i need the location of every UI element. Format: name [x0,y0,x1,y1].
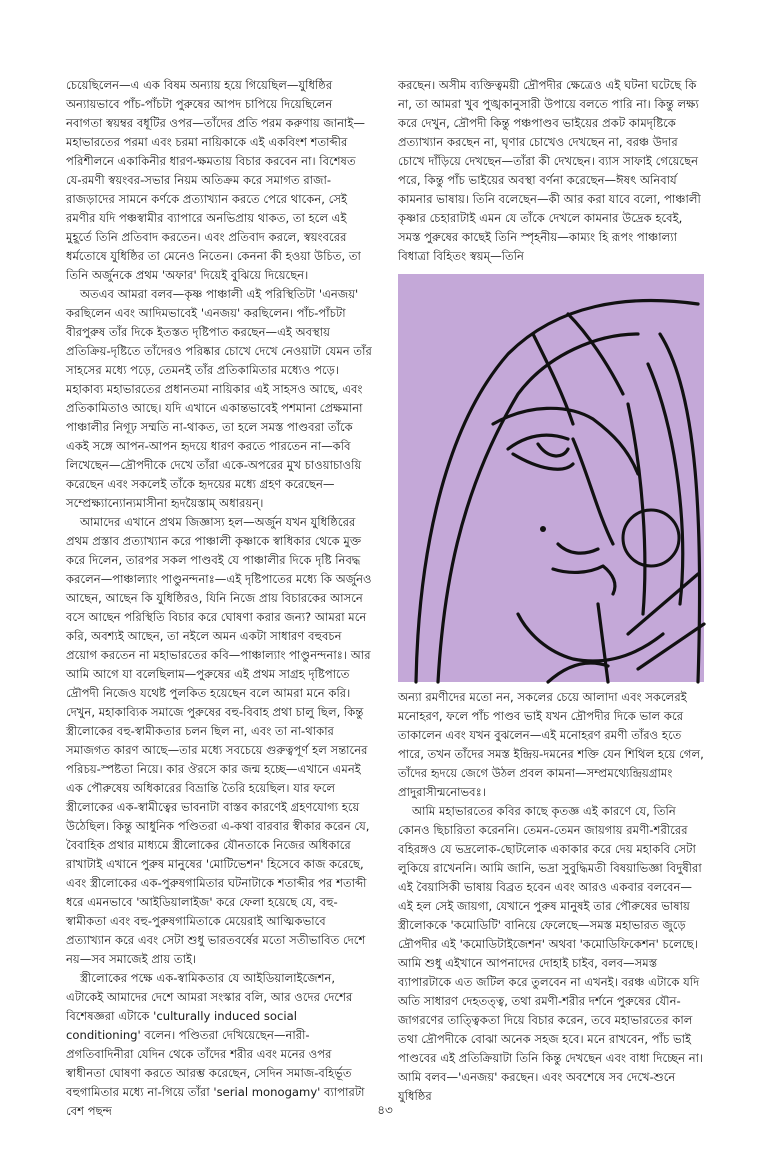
right-column-top [398,76,706,271]
woman-face-sketch [398,274,704,682]
line-drawing-illustration [398,274,704,682]
paragraph: আমাদের এখানে প্রথম জিজ্ঞাস্য হল—অর্জুন যখন যুধিষ্ঠিরের প্রথম প্রস্তাব প্রত্যাখ্যান করে পাঞ্চালী কৃষ্ণাকে স্বাধিকার থেকে মুক্ত করে দিলেন, তারপর সকল পাণ্ডবই যে পাঞ্চালীর দিকে দৃষ্টি নিবদ্ধ করলেন—পাঞ্চাল্যাং পাণ্ডুনন্দনাঃ—এই দৃষ্টিপাতের মধ্যে কি অর্জুনও আছেন, আছেন কি যুধিষ্ঠিরও, যিনি নিজে প্রায় বিচারকের আসনে বসে আছেন পরিস্থিতি বিচার করে ঘোষণা করার জন্য? আমরা মনে করি, অবশ্যই আছেন, তা নইলে অমন একটা সাধারণ বহুবচন প্রয়োগ করতেন না মহাভারতের কবি—পাঞ্চাল্যাং পাণ্ডুনন্দনাঃ। আর আমি আগে যা বলেছিলাম—পুরুষের এই প্রথম সাগ্রহ দৃষ্টিপাতে দ্রৌপদী নিজেও যথেষ্ট পুলকিত হয়েছেন বলে আমরা মনে করি। দেখুন, মহাকাব্যিক সমাজে পুরুষের বহু-বিবাহ প্রথা চালু ছিল, কিন্তু স্ত্রীলোকের বহু-স্বামীকতার চলন ছিল না, এবং তা না-থাকার সমাজগত কারণ আছে—তার মধ্যে সবচেয়ে গুরুত্বপূর্ণ হল সন্তানের পরিচয়-স্পষ্টতা নিয়ে। কার ঔরসে কার জন্ম হচ্ছে—এখানে এমনই এক পৌরুষেয় অধিকারের বিভ্রান্তি তৈরি হয়েছিল। যার ফলে স্ত্রীলোকের এক-স্বামীত্বের ভাবনাটা বাস্তব কারণেই গ্রহণযোগ্য হয়ে উঠেছিল। কিন্তু আধুনিক পণ্ডিতরা এ-কথা বারবার স্বীকার করেন যে, বৈবাহিক প্রথার মাধ্যমে স্ত্রীলোকের যৌনতাকে নিজের অধিকারে রাখাটাই এখানে পুরুষ মানুষের 'মোটিভেশন' হিসেবে কাজ করেছে, এবং স্ত্রীলোকের এক-পুরুষগামিতার ঘটনাটাকে শতাব্দীর পর শতাব্দী ধরে এমনভাবে 'আইডিয়ালাইজ' করে ফেলা হয়েছে যে, বহু-স্বামীকতা এবং বহু-পুরুষগামিতাকে মেয়েরাই আত্মিকভাবে প্রত্যাখ্যান করে এবং সেটা শুধু ভারতবর্ষের মতো সতীভাবিত দেশে নয়—সব সমাজেই প্রায় তাই। [66,515,372,966]
right-column-bottom [398,688,706,1103]
paragraph: আমি মহাভারতের কবির কাছে কৃতজ্ঞ এই কারণে যে, তিনি কোনও ছিচারিতা করেননি। তেমন-তেমন জায়গায় রমণী-শরীরের বহিরঙ্গও যে ভদ্রলোক-ছোটলোক একাকার করে দেয় মহাকবি সেটা লুকিয়ে রাখেননি। আমি জানি, ভদ্রা সুবুদ্ধিমতী বিষয়াভিজ্ঞা বিদুষীরা এই বৈয়াসিকী ভাষায় বিব্রত হবেন এবং আরও একবার বলবেন—এই হল সেই জায়গা, যেখানে পুরুষ মানুষই তার পৌরুষের ভাষায় স্ত্রীলোককে 'কমোডিটি' বানিয়ে ফেলেছে—সমস্ত মহাভারত জুড়ে দ্রৌপদীর এই 'কমোডিটাইজেশন' অথবা 'কমোডিফিকেশন' চলেছে। আমি শুধু এইখানে আপনাদের দোহাই চাইব, বলব—সমস্ত ব্যাপারটাকে এত জটিল করে তুলবেন না এখনই। বরঞ্চ এটাকে যদি অতি সাধারণ দেহতত্ত্ব, তথা রমণী-শরীর দর্শনে পুরুষের যৌন-জাগরণের তাত্ত্বিকতা দিয়ে বিচার করেন, তবে মহাভারতের কাল তথা দ্রৌপদীকে বোঝা অনেক সহজ হবে। মনে রাখবেন, পাঁচ ভাই পাণ্ডবের এই প্রতিক্রিয়াটা তিনি কিন্তু দেখছেন এবং বাধা দিচ্ছেন না। আমি বলব—'এনজয়' করছেন। এবং অবশেষে সব দেখে-শুনে যুধিষ্ঠির [398,804,704,1103]
paragraph: স্ত্রীলোকের পক্ষে এক-স্বামিকতার যে আইডিয়ালাইজেশন, এটাকেই আমাদের দেশে আমরা সংস্কার বলি, আর ওদের দেশের বিশেষজ্ঞরা এটাকে 'culturally induced social conditioning' বলেন। পণ্ডিতরা দেখিয়েছেন—নারী-প্রগতিবাদিনীরা যেদিন থেকে তাঁদের শরীর এবং মনের ওপর স্বাধীনতা ঘোষণা করতে আরম্ভ করেছেন, সেদিন সমাজ-বহির্ভূত বহুগামিতার মধ্যে না-গিয়ে তাঁরা 'serial monogamy' ব্যাপারটা বেশ পছন্দ [66,971,365,1118]
page-number: ৪৩ [377,1103,393,1117]
paragraph: করছেন। অসীম ব্যক্তিত্বময়ী দ্রৌপদীর ক্ষেত্রেও এই ঘটনা ঘটেছে কি না, তা আমরা খুব পুঙ্খকানুসারী উপায়ে বলতে পারি না। কিন্তু লক্ষ্য করে দেখুন, দ্রৌপদী কিন্তু পঞ্চপাণ্ডব ভাইয়ের প্রকট কামদৃষ্টিকে প্রত্যাখ্যান করছেন না, ঘৃণার চোখেও দেখছেন না, বরঞ্চ উদার চোখে দাঁড়িয়ে দেখছেন—তাঁরা কী দেখছেন। ব্যাস সাফাই গেয়েছেন পরে, কিন্তু পাঁচ ভাইয়ের অবস্থা বর্ণনা করেছেন—ঈষৎ অনিবার্য কামনার ভাষায়। তিনি বলেছেন—কী আর করা যাবে বলো, পাঞ্চালী কৃষ্ণার চেহারাটাই এমন যে তাঁকে দেখলে কামনার উদ্রেক হবেই, সমস্ত পুরুষের কাছেই তিনি স্পৃহনীয়—কাম্যং হি রূপং পাঞ্চাল্যা বিধাত্রা বিহিতং স্বয়ম্—তিনি [398,78,701,263]
left-column [66,76,372,1118]
paragraph: অতএব আমরা বলব—কৃষ্ণ পাঞ্চালী এই পরিস্থিতিটা 'এনজয়' করছিলেন এবং আদিমভাবেই 'এনজয়' করছিলেন। পাঁচ-পাঁচটা বীরপুরুষ তাঁর দিকে ইতস্তত দৃষ্টিপাত করছেন—এই অবস্থায় প্রতিক্রিয়-দৃষ্টিতে তাঁদেরও পরিষ্কার চোখে দেখে নেওয়াটা যেমন তাঁর সাহসের মধ্যে পড়ে, তেমনই তাঁর প্রতিকামিতার মধ্যেও পড়ে। মহাকাব্য মহাভারতের প্রধানতমা নায়িকার এই সাহসও আছে, এবং প্রতিকামিতাও আছে। যদি এখানে একান্তভাবেই পশমানা প্রেক্ষমানা পাঞ্চালীর নিগূঢ় সম্মতি না-থাকত, তা হলে সমস্ত পাণ্ডবরা তাঁকে একই সঙ্গে আপন-আপন হৃদয়ে ধারণ করতে পারতেন না—কবি লিখেছেন—দ্রৌপদীকে দেখে তাঁরা একে-অপরের মুখ চাওয়াচাওয়ি করেছেন এবং সকলেই তাঁকে হৃদয়ের মধ্যে গ্রহণ করেছেন—সম্প্রেক্ষ্যান্যোন্যমাসীনা হৃদয়ৈস্তাম্ অধারয়ন্। [66,287,372,510]
paragraph: চেয়েছিলেন—এ এক বিষম অন্যায় হয়ে গিয়েছিল—যুধিষ্ঠির অন্যায়ভাবে পাঁচ-পাঁচটা পুরুষের আপদ চাপিয়ে দিয়েছিলেন নবাগতা স্বয়ম্বর বধূটির ওপর—তাঁদের প্রতি পরম করুণায় জানাই—মহাভারতের পরমা এবং চরমা নায়িকাকে এই একবিংশ শতাব্দীর পরিশীলনে একাকিনীর ধারণ-ক্ষমতায় বিচার করবেন না। বিশেষত যে-রমণী স্বয়ংবর-সভার নিয়ম অতিক্রম করে সমাগত রাজা-রাজড়াদের সামনে কর্ণকে প্রত্যাখ্যান করতে পেরে থাকেন, সেই রমণীর যদি পঞ্চস্বামীর ব্যাপারে অনভিপ্রায় থাকত, তা হলে এই মুহূর্তে তিনি প্রতিবাদ করতেন। এবং প্রতিবাদ করলে, স্বয়ংবরের ধর্মতোষে যুধিষ্ঠির তা মেনেও নিতেন। কেননা কী হওয়া উচিত, তা তিনি অর্জুনকে প্রথম 'অফার' দিয়েই বুঝিয়ে দিয়েছেন। [66,78,366,282]
paragraph: অন্যা রমণীদের মতো নন, সকলের চেয়ে আলাদা এবং সকলেরই মনোহরণ, ফলে পাঁচ পাণ্ডব ভাই যখন দ্রৌপদীর দিকে ভাল করে তাকালেন এবং যখন বুঝলেন—এই মনোহরণ রমণী তাঁরও হতে পারে, তখন তাঁদের সমস্ত ইন্দ্রিয়-দমনের শক্তি যেন শিথিল হয়ে গেল, তাঁদের হৃদয়ে জেগে উঠল প্রবল কামনা—সম্প্রমথ্যেন্দ্রিয়গ্রামং প্রাদুরাসীন্মনোভবঃ। [398,690,704,799]
